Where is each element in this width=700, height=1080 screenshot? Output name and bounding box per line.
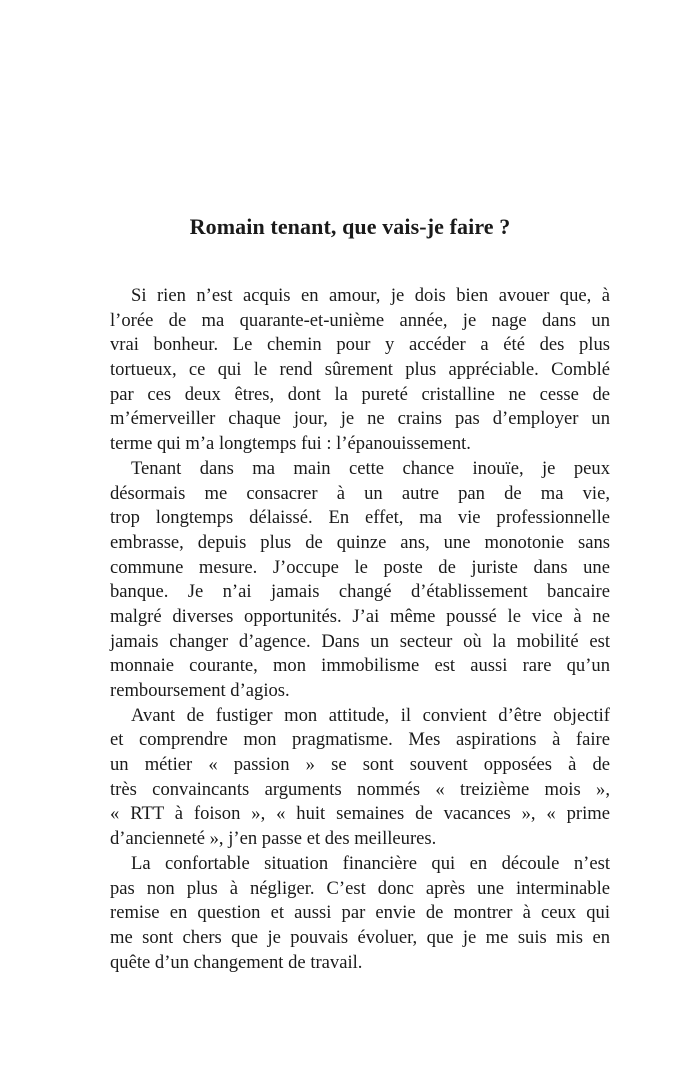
text-line: me sont chers que je pouvais évoluer, que je me suis mis en (110, 926, 610, 948)
text-line: remboursement d’agios. (110, 680, 290, 701)
text-line: m’émerveiller chaque jour, je ne crains pas d’employer un (110, 408, 610, 430)
chapter-title: Romain tenant, que vais-je faire ? (189, 214, 511, 239)
text-line: La confortable situation financière qui en découle n’est (131, 852, 610, 874)
text-line: désormais me consacrer à un autre pan de ma vie, (110, 482, 610, 504)
text-line: « RTT à foison », « huit semaines de vacances », « prime (110, 803, 610, 825)
text-line: remise en question et aussi par envie de montrer à ceux qui (110, 902, 610, 924)
paragraph (110, 284, 610, 457)
text-line: un métier « passion » se sont souvent opposées à de (110, 754, 610, 776)
text-line: et comprendre mon pragmatisme. Mes aspirations à faire (110, 729, 610, 751)
paragraph (110, 704, 610, 852)
text-line: Tenant dans ma main cette chance inouïe, je peux (131, 457, 610, 479)
text-line: quête d’un changement de travail. (110, 951, 363, 973)
text-line: pas non plus à négliger. C’est donc après une interminable (110, 877, 610, 899)
paragraph (110, 457, 610, 704)
text-line: par ces deux êtres, dont la pureté cristalline ne cesse de (110, 383, 610, 405)
text-line: banque. Je n’ai jamais changé d’établissement bancaire (110, 581, 610, 603)
paragraph (110, 852, 610, 975)
text-line: l’orée de ma quarante-et-unième année, je nage dans un (110, 309, 610, 331)
text-line: terme qui m’a longtemps fui : l’épanouissement. (110, 433, 471, 455)
text-line: commune mesure. J’occupe le poste de juriste dans une (110, 556, 610, 578)
text-line: malgré diverses opportunités. J’ai même poussé le vice à ne (110, 605, 610, 627)
text-line: Si rien n’est acquis en amour, je dois bien avouer que, à (131, 285, 610, 306)
text-line: tortueux, ce qui le rend sûrement plus appréciable. Comblé (110, 359, 610, 381)
text-line: embrasse, depuis plus de quinze ans, une monotonie sans (110, 531, 610, 553)
chapter-body (110, 284, 610, 975)
text-line: trop longtemps délaissé. En effet, ma vie professionnelle (110, 507, 610, 529)
text-line: d’ancienneté », j’en passe et des meilleures. (110, 828, 437, 850)
text-line: jamais changer d’agence. Dans un secteur où la mobilité est (110, 630, 610, 652)
text-line: Avant de fustiger mon attitude, il convient d’être objectif (131, 704, 610, 726)
text-line: vrai bonheur. Le chemin pour y accéder a été des plus (110, 334, 610, 356)
text-line: monnaie courante, mon immobilisme est aussi rare qu’un (110, 655, 610, 677)
text-line: très convaincants arguments nommés « treizième mois », (110, 778, 610, 800)
